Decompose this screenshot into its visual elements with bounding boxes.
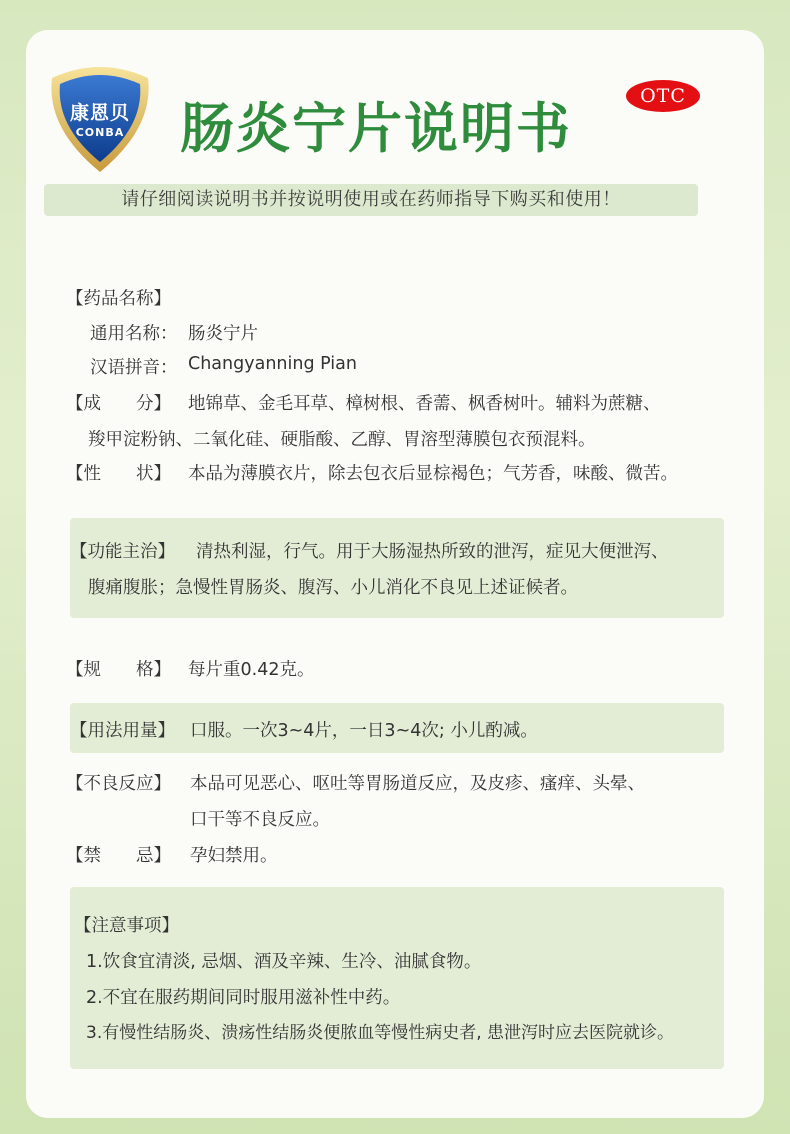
ingredients-heading: 【成 分】 [66,394,171,414]
brand-name-cn: 康恩贝 [69,102,130,124]
specification-heading: 【规 格】 [66,660,171,680]
contraindications-text: 孕妇禁用。 [190,846,278,866]
otc-badge: OTC [626,80,700,112]
precautions-heading: 【注意事项】 [74,916,179,936]
precaution-item-2: 2.不宜在服药期间同时服用滋补性中药。 [86,988,401,1008]
pinyin-value: Changyanning Pian [188,354,357,374]
ingredients-line-1: 地锦草、金毛耳草、樟树根、香薷、枫香树叶。辅料为蔗糖、 [188,394,661,414]
generic-name-value: 肠炎宁片 [188,324,258,344]
drug-name-heading: 【药品名称】 [66,289,171,309]
pinyin-label: 汉语拼音： [90,358,178,378]
adverse-line-1: 本品可见恶心、呕吐等胃肠道反应，及皮疹、瘙痒、头晕、 [190,774,645,794]
indications-line-2: 腹痛腹胀；急慢性胃肠炎、腹泻、小儿消化不良见上述证候者。 [88,578,578,598]
indications-heading: 【功能主治】 [70,542,175,562]
appearance-text: 本品为薄膜衣片，除去包衣后显棕褐色；气芳香，味酸、微苦。 [188,464,678,484]
indications-box [70,518,724,618]
ingredients-line-2: 羧甲淀粉钠、二氧化硅、硬脂酸、乙醇、胃溶型薄膜包衣预混料。 [88,430,596,450]
adverse-line-2: 口干等不良反应。 [190,810,330,830]
brand-name-en: CONBA [75,126,125,139]
adverse-heading: 【不良反应】 [66,774,171,794]
contraindications-heading: 【禁 忌】 [66,846,171,866]
indications-line-1: 清热利湿，行气。用于大肠湿热所致的泄泻，症见大便泄泻、 [196,542,669,562]
page-title: 肠炎宁片说明书 [180,97,572,160]
appearance-heading: 【性 状】 [66,464,171,484]
precaution-item-3: 3.有慢性结肠炎、溃疡性结肠炎便脓血等慢性病史者, 患泄泻时应去医院就诊。 [86,1023,675,1043]
precaution-item-1: 1.饮食宜清淡, 忌烟、酒及辛辣、生冷、油腻食物。 [86,952,482,972]
usage-notice: 请仔细阅读说明书并按说明使用或在药师指导下购买和使用！ [44,184,698,216]
dosage-text: 口服。一次3~4片，一日3~4次; 小儿酌减。 [190,721,538,741]
dosage-heading: 【用法用量】 [70,721,175,741]
conba-logo [44,58,156,176]
specification-text: 每片重0.42克。 [188,660,315,680]
generic-name-label: 通用名称： [90,324,178,344]
